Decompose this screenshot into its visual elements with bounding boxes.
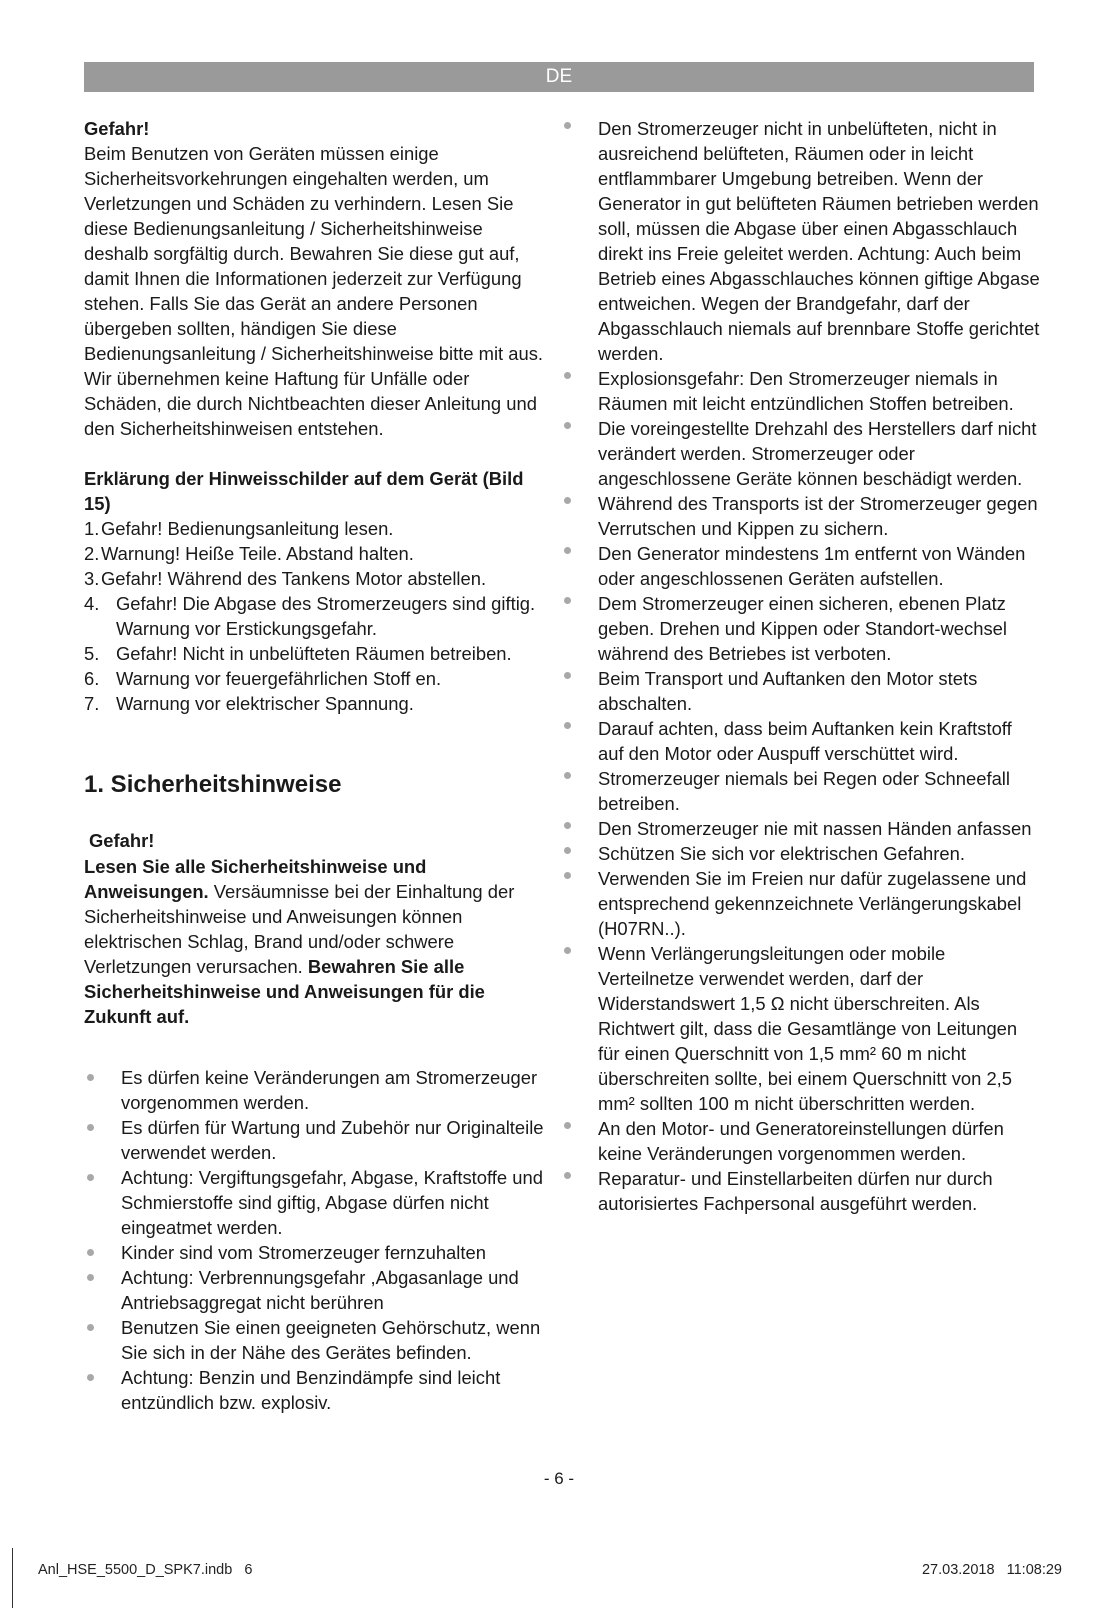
- hint-signs-heading: Erklärung der Hinweisschilder auf dem Gerät (Bild 15): [84, 468, 524, 514]
- list-item: Es dürfen keine Veränderungen am Stromerzeuger vorgenommen werden.: [84, 1065, 552, 1115]
- list-item: Explosionsgefahr: Den Stromerzeuger niemals in Räumen mit leicht entzündlichen Stoffen betreiben.: [578, 366, 1040, 416]
- footer-file-name: Anl_HSE_5500_D_SPK7.indb 6: [38, 1562, 253, 1578]
- hint-item: 3. Gefahr! Während des Tankens Motor abstellen.: [84, 568, 487, 589]
- left-column: [84, 116, 552, 1415]
- safety-bullets-right: [578, 116, 1040, 1216]
- language-header-bar: [84, 62, 1034, 92]
- safety-bullets-left: [84, 1065, 552, 1415]
- list-item: Den Stromerzeuger nie mit nassen Händen anfassen: [578, 816, 1040, 841]
- list-item: Schützen Sie sich vor elektrischen Gefahren.: [578, 841, 1040, 866]
- list-item: Den Stromerzeuger nicht in unbelüfteten, nicht in ausreichend belüfteten, Räumen oder in leicht entflammbarer Umgebung betreiben. Wenn der Generator in gut belüfteten Räumen betrieben werden soll, müssen die Abgase über einen Abgasschlauch direkt ins Freie geleitet werden. Achtung: Auch beim Betrieb eines Abgasschlauches können giftige Abgase entweichen. Wegen der Brandgefahr, darf der Abgasschlauch niemals auf brennbare Stoffe gerichtet werden.: [578, 116, 1040, 366]
- safety-intro: Lesen Sie alle Sicherheitshinweise und Anweisungen. Versäumnisse bei der Einhaltung der Sicherheitshinweise und Anweisungen können elektrischen Schlag, Brand und/oder schwere Verletzungen verursachen. Bewahren Sie alle Sicherheitshinweise und Anweisungen für die Zukunft auf.: [84, 856, 515, 1027]
- hint-item: 6. Warnung vor feuergefährlichen Stoff en.: [84, 668, 442, 689]
- list-item: Wenn Verlängerungsleitungen oder mobile Verteilnetze verwendet werden, darf der Widerstandswert 1,5 Ω nicht überschreiten. Als Richtwert gilt, dass die Gesamtlänge von Leitungen für einen Querschnitt von 1,5 mm² 60 m nicht überschreiten sollte, bei einem Querschnitt von 2,5 mm² sollten 100 m nicht überschritten werden.: [578, 941, 1040, 1116]
- hint-item: 4. Gefahr! Die Abgase des Stromerzeugers sind giftig. Warnung vor Erstickungsgefahr.: [84, 593, 536, 639]
- list-item: An den Motor- und Generatoreinstellungen dürfen keine Veränderungen vorgenommen werden.: [578, 1116, 1040, 1166]
- list-item: Den Generator mindestens 1m entfernt von Wänden oder angeschlossenen Geräten aufstellen.: [578, 541, 1040, 591]
- right-column: [578, 116, 1040, 1216]
- list-item: Achtung: Benzin und Benzindämpfe sind leicht entzündlich bzw. explosiv.: [84, 1365, 552, 1415]
- list-item: Reparatur- und Einstellarbeiten dürfen nur durch autorisiertes Fachpersonal ausgeführt werden.: [578, 1166, 1040, 1216]
- list-item: Kinder sind vom Stromerzeuger fernzuhalten: [84, 1240, 552, 1265]
- list-item: Während des Transports ist der Stromerzeuger gegen Verrutschen und Kippen zu sichern.: [578, 491, 1040, 541]
- list-item: Beim Transport und Auftanken den Motor stets abschalten.: [578, 666, 1040, 716]
- language-code: DE: [545, 66, 573, 87]
- hint-item: 2. Warnung! Heiße Teile. Abstand halten.: [84, 543, 414, 564]
- list-item: Benutzen Sie einen geeigneten Gehörschutz, wenn Sie sich in der Nähe des Gerätes befinden.: [84, 1315, 552, 1365]
- list-item: Achtung: Vergiftungsgefahr, Abgase, Kraftstoffe und Schmierstoffe sind giftig, Abgase dürfen nicht eingeatmet werden.: [84, 1165, 552, 1240]
- hint-item: 5. Gefahr! Nicht in unbelüfteten Räumen betreiben.: [84, 643, 512, 664]
- danger-title-2: Gefahr!: [89, 830, 155, 851]
- section-heading: 1. Sicherheitshinweise: [84, 771, 342, 798]
- footer-datetime: 27.03.2018 11:08:29: [921, 1562, 1062, 1578]
- hint-signs-list: [84, 516, 552, 716]
- page-number: - 6 -: [543, 1469, 575, 1488]
- crop-mark-left: [12, 1548, 13, 1608]
- list-item: Die voreingestellte Drehzahl des Herstellers darf nicht verändert werden. Stromerzeuger oder angeschlossene Geräte können beschädigt werden.: [578, 416, 1040, 491]
- list-item: Stromerzeuger niemals bei Regen oder Schneefall betreiben.: [578, 766, 1040, 816]
- danger-text: Beim Benutzen von Geräten müssen einige Sicherheitsvorkehrungen eingehalten werden, um Verletzungen und Schäden zu verhindern. Lesen Sie diese Bedienungsanleitung / Sicherheitshinweise deshalb sorgfältig durch. Bewahren Sie diese gut auf, damit Ihnen die Informationen jederzeit zur Verfügung stehen. Falls Sie das Gerät an andere Personen übergeben sollten, händigen Sie diese Bedienungsanleitung / Sicherheitshinweise bitte mit aus. Wir übernehmen keine Haftung für Unfälle oder Schäden, die durch Nichtbeachten dieser Anleitung und den Sicherheitshinweisen entstehen.: [84, 143, 544, 439]
- list-item: Achtung: Verbrennungsgefahr ,Abgasanlage und Antriebsaggregat nicht berühren: [84, 1265, 552, 1315]
- hint-item: 7. Warnung vor elektrischer Spannung.: [84, 693, 414, 714]
- danger-title: Gefahr!: [84, 118, 150, 139]
- hint-item: 1. Gefahr! Bedienungsanleitung lesen.: [84, 518, 394, 539]
- list-item: Darauf achten, dass beim Auftanken kein Kraftstoff auf den Motor oder Auspuff verschüttet wird.: [578, 716, 1040, 766]
- list-item: Verwenden Sie im Freien nur dafür zugelassene und entsprechend gekennzeichnete Verlängerungskabel (H07RN..).: [578, 866, 1040, 941]
- list-item: Es dürfen für Wartung und Zubehör nur Originalteile verwendet werden.: [84, 1115, 552, 1165]
- list-item: Dem Stromerzeuger einen sicheren, ebenen Platz geben. Drehen und Kippen oder Standort-wechsel während des Betriebes ist verboten.: [578, 591, 1040, 666]
